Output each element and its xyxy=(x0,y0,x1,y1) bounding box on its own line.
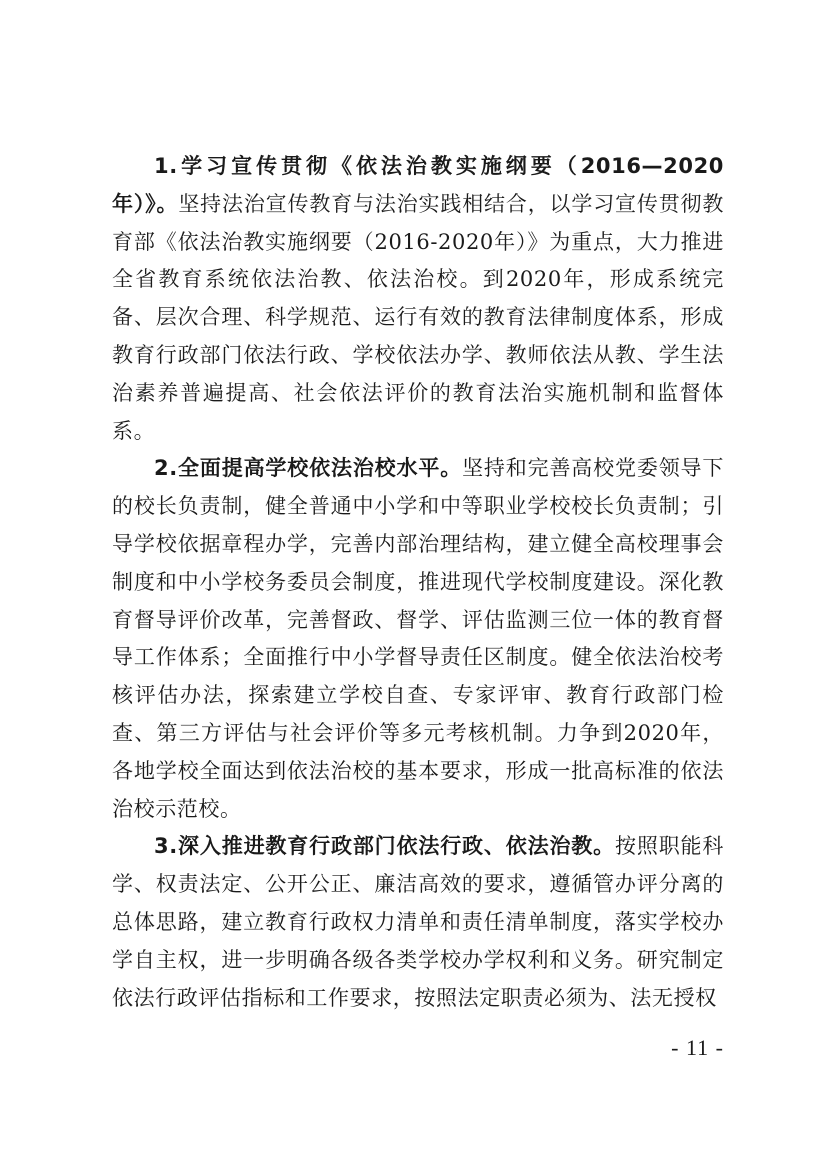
paragraph-1-heading: 1.学习宣传贯彻《依法治教实施纲要（2016—2020年）》。 xyxy=(112,154,724,216)
paragraph-3 xyxy=(112,828,724,1017)
paragraph-1 xyxy=(112,148,724,450)
paragraph-3-body: 按照职能科学、权责法定、公开公正、廉洁高效的要求，遵循管办评分离的总体思路，建立教育行政权力清单和责任清单制度，落实学校办学自主权，进一步明确各级各类学校办学权利和义务。研究制定依法行政评估指标和工作要求，按照法定职责必须为、法无授权 xyxy=(112,834,724,1010)
paragraph-2-body: 坚持和完善高校党委领导下的校长负责制，健全普通中小学和中等职业学校校长负责制；引导学校依据章程办学，完善内部治理结构，建立健全高校理事会制度和中小学校务委员会制度，推进现代学校制度建设。深化教育督导评价改革，完善督政、督学、评估监测三位一体的教育督导工作体系；全面推行中小学督导责任区制度。健全依法治校考核评估办法，探索建立学校自查、专家评审、教育行政部门检查、第三方评估与社会评价等多元考核机制。力争到2020年，各地学校全面达到依法治校的基本要求，形成一批高标准的依法治校示范校。 xyxy=(112,456,724,821)
paragraph-3-heading: 3.深入推进教育行政部门依法行政、依法治教。 xyxy=(154,834,615,859)
paragraph-2-heading: 2.全面提高学校依法治校水平。 xyxy=(154,456,463,481)
page-number: - 11 - xyxy=(671,1035,724,1060)
document-body xyxy=(112,148,724,1017)
paragraph-1-body: 坚持法治宣传教育与法治实践相结合，以学习宣传贯彻教育部《依法治教实施纲要（2016-2020年）》为重点，大力推进全省教育系统依法治教、依法治校。到2020年，形成系统完备、层次合理、科学规范、运行有效的教育法律制度体系，形成教育行政部门依法行政、学校依法办学、教师依法从教、学生法治素养普遍提高、社会依法评价的教育法治实施机制和监督体系。 xyxy=(112,191,724,443)
paragraph-2 xyxy=(112,450,724,828)
